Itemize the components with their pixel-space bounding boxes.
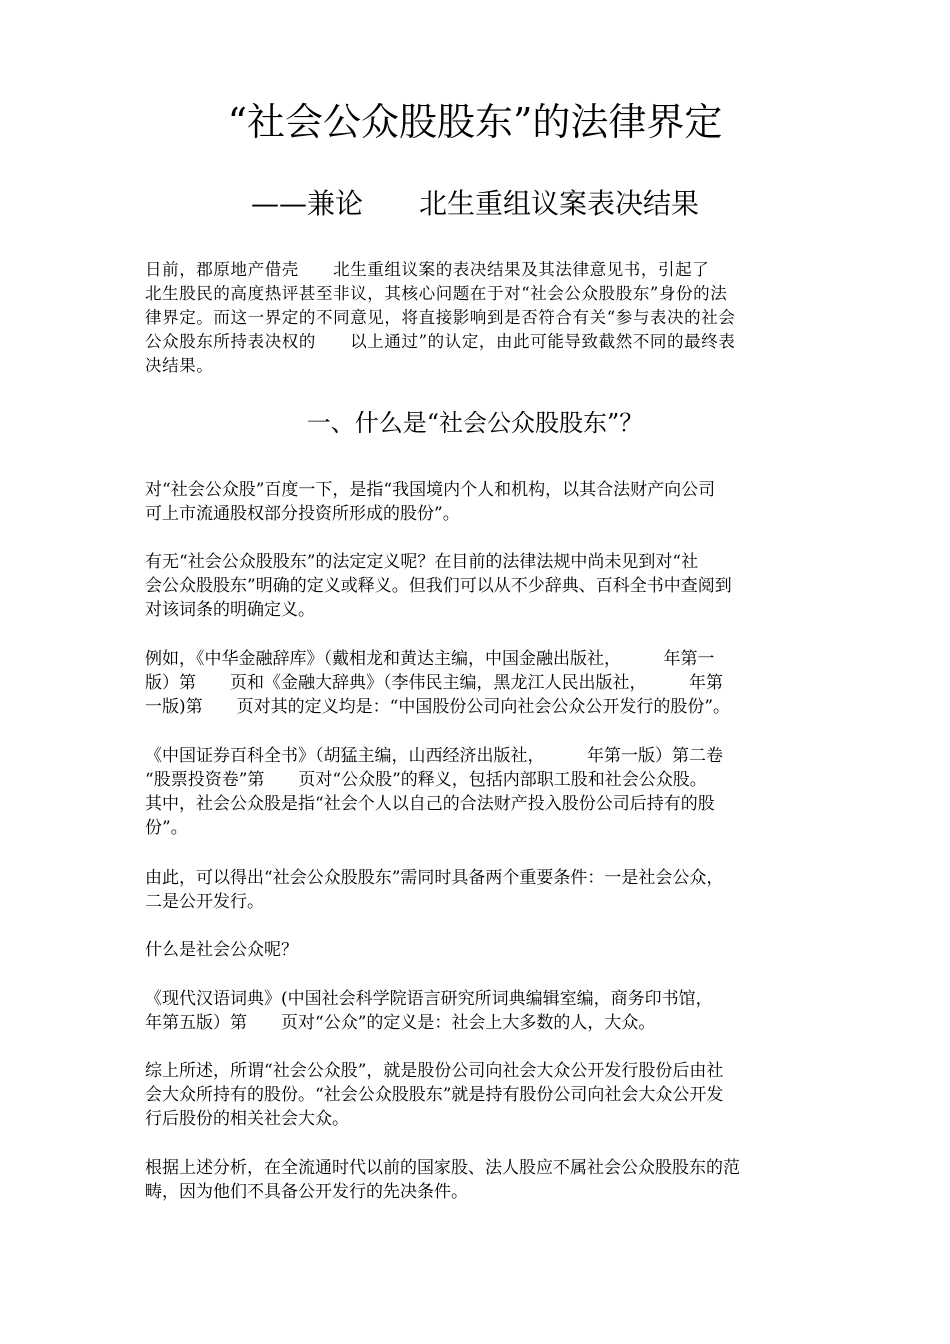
paragraph-dictionary-examples [145,647,810,719]
paragraph-legal-definition [145,550,810,622]
paragraph-line: 行后股份的相关社会大众。 [145,1109,349,1129]
paragraph-line: 例如，《中华金融辞库》（戴相龙和黄达主编，中国金融出版社， 年第一 [145,649,715,669]
intro-line: 律界定。而这一界定的不同意见，将直接影响到是否符合有关“参与表决的社会 [145,308,736,327]
intro-line: 北生股民的高度热评甚至非议，其核心问题在于对“社会公众股股东”身份的法 [145,284,728,303]
paragraph-line: 由此，可以得出“社会公众股股东”需同时具备两个重要条件：一是社会公众， [145,868,724,888]
paragraph-definition-search [145,478,810,526]
paragraph-line: 会公众股股东”明确的定义或释义。但我们可以从不少辞典、百科全书中查阅到 [145,576,732,596]
paragraph-summary [145,1059,810,1131]
paragraph-line: 什么是社会公众呢？ [145,940,298,960]
paragraph-line: 版）第 页和《金融大辞典》（李伟民主编，黑龙江人民出版社， 年第 [145,673,723,693]
paragraph-modern-dictionary [145,987,810,1035]
paragraph-conclusion [145,1156,810,1204]
paragraph-line: 对该词条的明确定义。 [145,600,315,620]
intro-line: 公众股东所持表决权的 以上通过”的认定，由此可能导致截然不同的最终表 [145,332,736,351]
paragraph-line: 《中国证券百科全书》（胡猛主编，山西经济出版社， 年第一版）第二卷 [145,746,723,766]
paragraph-securities-encyclopedia [145,744,810,840]
paragraph-two-conditions [145,866,810,914]
paragraph-line: 综上所述，所谓“社会公众股”，就是股份公司向社会大众公开发行股份后由社 [145,1061,724,1081]
paragraph-line: 会大众所持有的股份。“社会公众股股东”就是持有股份公司向社会大众公开发 [145,1085,724,1105]
paragraph-line: 年第五版）第 页对“公众”的定义是：社会上大多数的人，大众。 [145,1013,656,1033]
document-title: “社会公众股股东”的法律界定 [227,100,723,144]
paragraph-line: “股票投资卷”第 页对“公众股”的释义，包括内部职工股和社会公众股。 [145,770,707,790]
paragraph-line: 可上市流通股权部分投资所形成的股份”。 [145,504,460,524]
paragraph-line: 二是公开发行。 [145,892,264,912]
intro-paragraph [145,258,810,378]
intro-line: 决结果。 [145,356,214,375]
intro-line: 日前，郡原地产借壳 北生重组议案的表决结果及其法律意见书，引起了 [145,260,710,279]
paragraph-line: 其中，社会公众股是指“社会个人以自己的合法财产投入股份公司后持有的股 [145,794,715,814]
paragraph-line: 畴，因为他们不具备公开发行的先决条件。 [145,1182,468,1202]
paragraph-line: 一版)第 页对其的定义均是：“中国股份公司向社会公众公开发行的股份”。 [145,697,731,717]
paragraph-line: 《现代汉语词典》(中国社会科学院语言研究所词典编辑室编，商务印书馆， [145,989,713,1009]
paragraph-line: 份”。 [145,818,188,838]
document-subtitle: ——兼论 北生重组议案表决结果 [250,187,699,220]
paragraph-question [145,938,810,962]
section-heading: 一、什么是“社会公众股股东”？ [306,409,644,437]
paragraph-line: 对“社会公众股”百度一下，是指“我国境内个人和机构，以其合法财产向公司 [145,480,716,500]
paragraph-line: 有无“社会公众股股东”的法定定义呢？在目前的法律法规中尚未见到对“社 [145,552,699,572]
paragraph-line: 根据上述分析，在全流通时代以前的国家股、法人股应不属社会公众股股东的范 [145,1158,740,1178]
